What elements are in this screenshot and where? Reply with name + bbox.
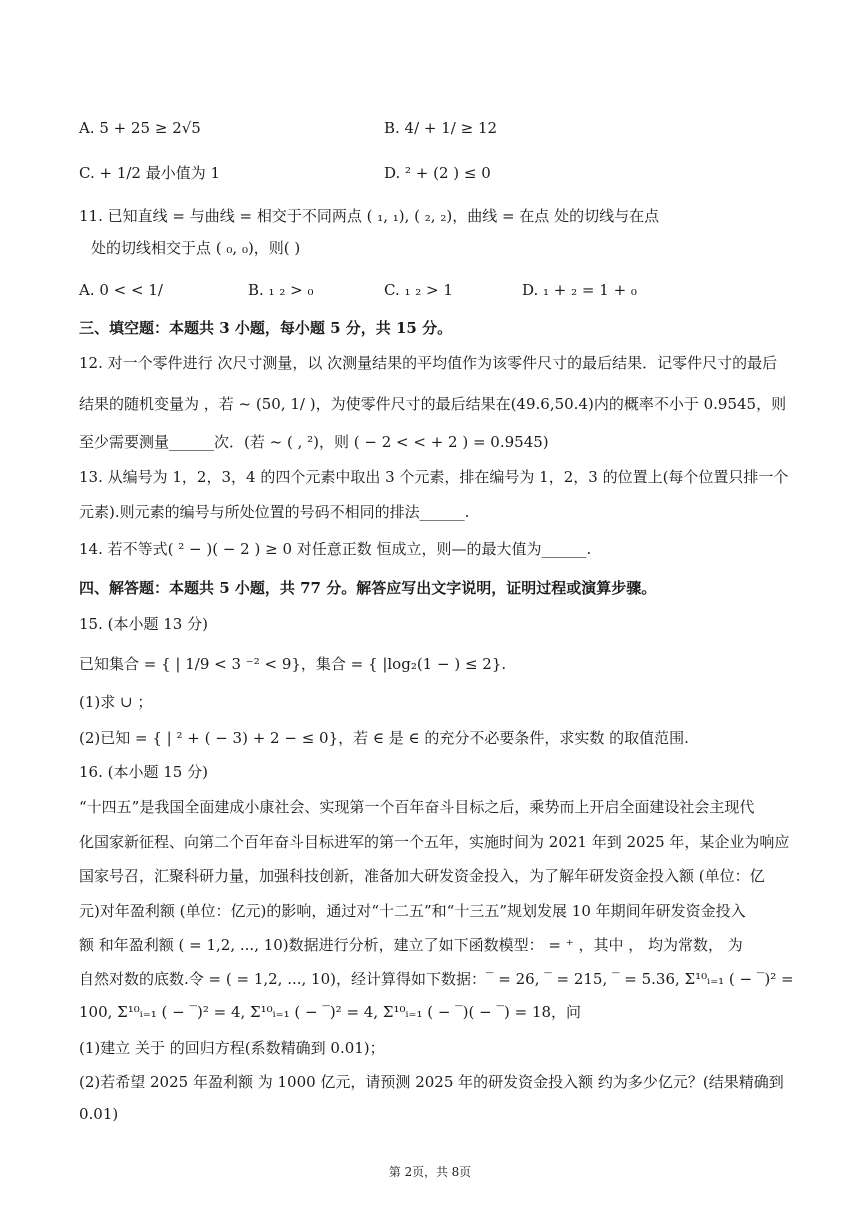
q15-part-1: (1)求 ∪ ； xyxy=(79,693,153,711)
q16-line-6: 自然对数的底数.令 = ( = 1,2, ..., 10)，经计算得如下数据：‾ = 26, ‾ = 215, ‾ = 5.36, Σ¹⁰ᵢ₌₁ ( − ‾)² = xyxy=(79,970,794,988)
q11-option-a: A. 0 < < 1/ xyxy=(79,281,163,299)
q13-line-2: 元素).则元素的编号与所处位置的号码不相同的排法______. xyxy=(79,503,470,521)
section-4-heading: 四、解答题：本题共 5 小题，共 77 分。解答应写出文字说明，证明过程或演算步骤。 xyxy=(79,579,657,597)
q10-option-c: C. + 1/2 最小值为 1 xyxy=(79,164,221,182)
q16-line-2: 化国家新征程、向第二个百年奋斗目标进军的第一个五年，实施时间为 2021 年到 2025 年，某企业为响应 xyxy=(79,833,790,851)
q15-part-2: (2)已知 = { | ² + ( − 3) + 2 − ≤ 0}，若 ∈ 是 ∈ 的充分不必要条件，求实数 的取值范围. xyxy=(79,729,689,747)
q10-option-d: D. ² + (2 ) ≤ 0 xyxy=(384,164,491,182)
q16-part-2: (2)若希望 2025 年盈利额 为 1000 亿元，请预测 2025 年的研发资金投入额 约为多少亿元？(结果精确到 xyxy=(79,1073,784,1091)
q12-line-2: 结果的随机变量为 ，若 ~ (50, 1/ )，为使零件尺寸的最后结果在(49.6,50.4)内的概率不小于 0.9545，则 xyxy=(79,395,787,413)
q15-sets-definition: 已知集合 = { | 1/9 < 3 ⁻² < 9}，集合 = { |log₂(1 − ) ≤ 2}. xyxy=(79,655,507,673)
q11-option-b: B. ₁ ₂ > ₀ xyxy=(248,281,314,299)
q13-line-1: 13. 从编号为 1，2，3，4 的四个元素中取出 3 个元素，排在编号为 1，2，3 的位置上(每个位置只排一个 xyxy=(79,468,789,486)
q10-option-a: A. 5 + 25 ≥ 2√5 xyxy=(79,119,201,137)
page-footer: 第 2页，共 8页 xyxy=(388,1165,472,1179)
q16-line-3: 国家号召，汇聚科研力量，加强科技创新，准备加大研发资金投入，为了解年研发资金投入额 (单位：亿 xyxy=(79,867,765,885)
q16-line-7: 100, Σ¹⁰ᵢ₌₁ ( − ‾)² = 4, Σ¹⁰ᵢ₌₁ ( − ‾)² = 4, Σ¹⁰ᵢ₌₁ ( − ‾)( − ‾) = 18，问 xyxy=(79,1003,582,1021)
q10-option-b: B. 4/ + 1/ ≥ 12 xyxy=(384,119,498,137)
q12-line-1: 12. 对一个零件进行 次尺寸测量，以 次测量结果的平均值作为该零件尺寸的最后结果．记零件尺寸的最后 xyxy=(79,354,778,372)
q15-header: 15. (本小题 13 分) xyxy=(79,615,208,633)
q16-header: 16. (本小题 15 分) xyxy=(79,763,208,781)
q11-option-d: D. ₁ + ₂ = 1 + ₀ xyxy=(522,281,637,299)
q12-line-3: 至少需要测量______次．(若 ~ ( , ²)，则 ( − 2 < < + 2 ) = 0.9545) xyxy=(79,433,549,451)
q16-part-1: (1)建立 关于 的回归方程(系数精确到 0.01)； xyxy=(79,1039,385,1057)
q11-option-c: C. ₁ ₂ > 1 xyxy=(384,281,453,299)
section-3-heading: 三、填空题：本题共 3 小题，每小题 5 分，共 15 分。 xyxy=(79,319,453,337)
q16-part-2-continued: 0.01) xyxy=(79,1105,119,1123)
q16-line-1: “十四五”是我国全面建成小康社会、实现第一个百年奋斗目标之后，乘势而上开启全面建设社会主现代 xyxy=(79,798,755,816)
q11-line-2: 处的切线相交于点 ( ₀, ₀)，则( ) xyxy=(91,239,301,257)
q11-line-1: 11. 已知直线 = 与曲线 = 相交于不同两点 ( ₁, ₁), ( ₂, ₂)，曲线 = 在点 处的切线与在点 xyxy=(79,207,660,225)
q14-text: 14. 若不等式( ² − )( − 2 ) ≥ 0 对任意正数 恒成立，则—的最大值为______. xyxy=(79,540,592,558)
q16-line-4: 元)对年盈利额 (单位：亿元)的影响，通过对“十二五”和“十三五”规划发展 10 年期间年研发资金投入 xyxy=(79,902,746,920)
q16-line-5: 额 和年盈利额 ( = 1,2, ..., 10)数据进行分析，建立了如下函数模型： = ⁺ ，其中 ， 均为常数， 为 xyxy=(79,936,743,954)
